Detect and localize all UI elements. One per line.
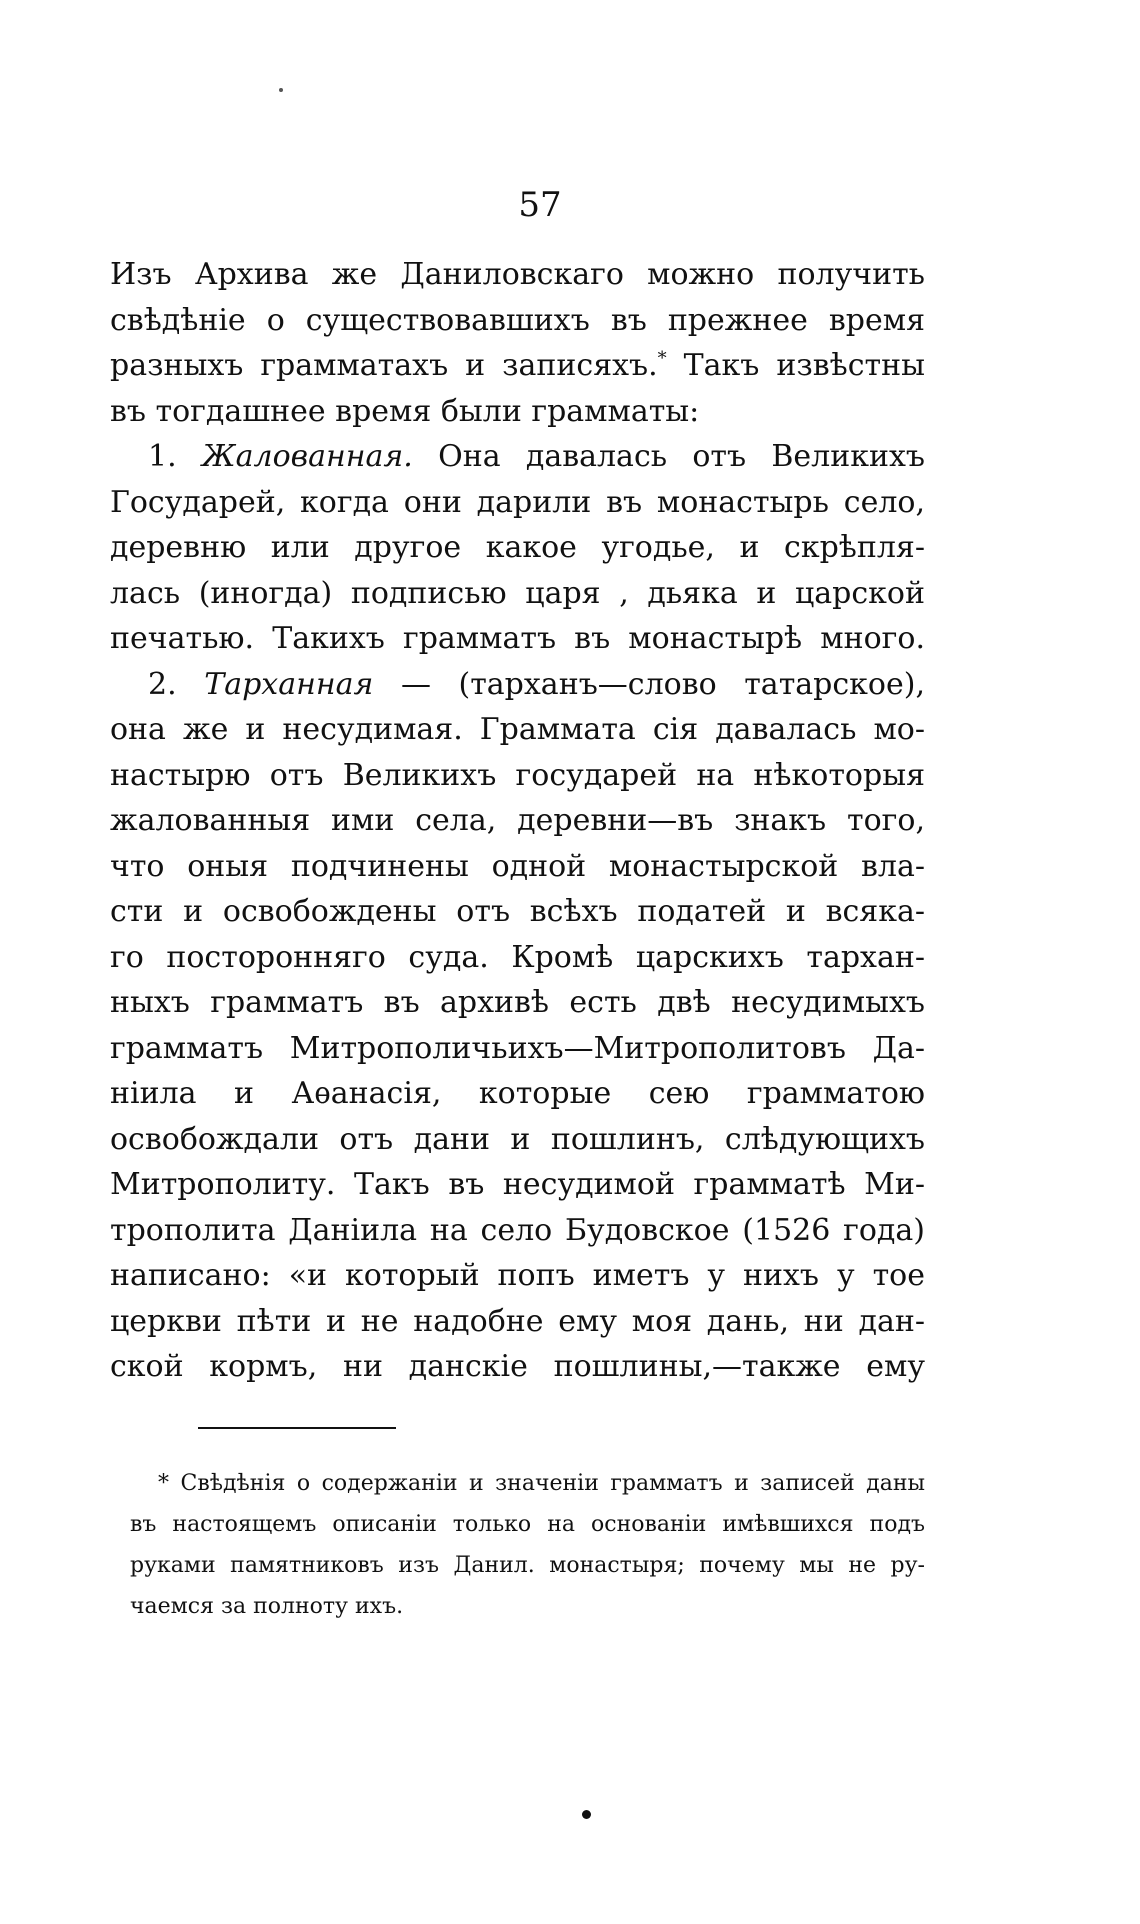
footnote-line: чаемся за полноту ихъ. [130,1594,404,1619]
item-term: Жалованная. [201,439,413,474]
footnote [130,1463,925,1627]
text-fragment: Свѣдѣнія о содержаніи и значеніи грамматъ и записей даны [180,1471,926,1496]
text-line: го посторонняго суда. Кромѣ царскихъ тархан- [110,939,925,975]
list-item-2-heading [110,662,925,708]
text-line: написано: «и который попъ иметъ у нихъ у тое [110,1258,925,1293]
footnote-line: руками памятниковъ изъ Данил. монастыря; почему мы не ру- [130,1553,925,1578]
footnote-line: въ настоящемъ описаніи только на основаніи имѣвшихся подъ [130,1512,925,1537]
text-line: Митрополиту. Такъ въ несудимой грамматѣ Ми- [110,1167,925,1202]
footnote-mark: * [158,1471,169,1496]
text-fragment: Она давалась отъ Великихъ [438,439,925,474]
text-fragment: Такъ извѣстны [666,348,925,383]
page-number: 57 [518,185,562,225]
footnote-reference: * [657,348,667,369]
text-line: ныхъ грамматъ въ архивѣ есть двѣ несудимыхъ [110,985,925,1020]
text-line: лась (иногда) подписью царя , дьяка и царской [110,575,925,611]
text-line: ніила и Аѳанасія, которые сею грамматою [110,1076,925,1111]
text-line: она же и несудимая. Граммата сія давалась мо- [110,712,925,747]
main-text [110,252,925,1390]
text-line: настырю отъ Великихъ государей на нѣкоторыя [110,757,925,793]
text-line: въ тогдашнее время были грамматы: [110,393,700,429]
text-line: грамматъ Митрополичьихъ—Митрополитовъ Да- [110,1030,925,1066]
text-line: печатью. Такихъ грамматъ въ монастырѣ много. [110,621,925,656]
text-line: деревню или другое какое угодье, и скрѣпля- [110,530,925,565]
text-line: свѣдѣніе о существовавшихъ въ прежнее время [110,302,925,338]
text-line: трополита Даніила на село Будовское (1526 года) [110,1212,925,1248]
text-fragment: — (тарханъ—слово татарское), [400,666,925,702]
item-number: 2. [148,666,177,702]
text-line: церкви пѣти и не надобне ему моя дань, ни дан- [110,1303,925,1339]
item-number: 1. [148,439,177,474]
footnote-divider [198,1427,396,1429]
text-line [110,343,925,389]
footnote-line [130,1463,925,1504]
text-fragment: разныхъ грамматахъ и записяхъ. [110,348,658,383]
text-line: сти и освобождены отъ всѣхъ податей и всяка- [110,894,925,929]
text-line: Государей, когда они дарили въ монастырь село, [110,484,925,520]
text-line: освобождали отъ дани и пошлинъ, слѣдующихъ [110,1121,925,1157]
text-line: Изъ Архива же Даниловскаго можно получить [110,257,925,292]
page-speck [582,1810,591,1819]
text-line: жалованныя ими села, деревни—въ знакъ того, [110,803,925,838]
text-line: ской кормъ, ни данскіе пошлины,—также ему [110,1349,925,1384]
page-speck [279,88,283,92]
item-term: Тарханная [204,666,374,702]
text-line: что оныя подчинены одной монастырской вла- [110,848,925,884]
list-item-1-heading [110,434,925,480]
